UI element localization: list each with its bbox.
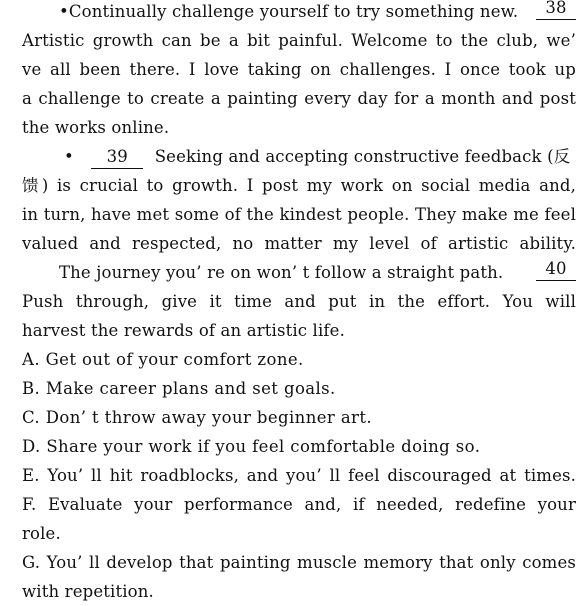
blank-40: 40: [536, 258, 576, 281]
p1-line-5: the works online.: [22, 118, 170, 137]
p2-line-4: valued and respected, no matter my level of artistic ability.: [22, 234, 576, 253]
p2-line-3: in turn, have met some of the kindest people. They make me feel: [22, 205, 576, 224]
p2-line-2: 馈) is crucial to growth. I post my work on social media and,: [22, 176, 576, 195]
option-c: C. Don’ t throw away your beginner art.: [22, 408, 373, 427]
p1-line-1-text: •Continually challenge yourself to try something new.: [59, 2, 519, 21]
option-b: B. Make career plans and set goals.: [22, 379, 336, 398]
blank-39: 39: [91, 146, 143, 169]
option-e: E. You’ ll hit roadblocks, and you’ ll feel discouraged at times.: [22, 466, 576, 485]
p3-line-3: harvest the rewards of an artistic life.: [22, 321, 345, 340]
bullet: •: [64, 147, 74, 166]
p3-line-1: [59, 258, 576, 287]
blank-38: 38: [536, 0, 576, 20]
p1-line-3: ve all been there. I love taking on challenges. I once took up: [22, 60, 576, 79]
p1-line-2: Artistic growth can be a bit painful. Welcome to the club, we’: [22, 31, 576, 50]
p3-line-2: Push through, give it time and put in the effort. You will: [22, 292, 576, 311]
option-d: D. Share your work if you feel comfortable doing so.: [22, 437, 481, 456]
p3-line-1-text: The journey you’ re on won’ t follow a straight path.: [59, 263, 504, 282]
option-a: A. Get out of your comfort zone.: [22, 350, 304, 369]
option-g-line-1: G. You’ ll develop that painting muscle memory that only comes: [22, 553, 576, 572]
p1-line-4: a challenge to create a painting every day for a month and post: [22, 89, 576, 108]
option-f-line-1: F. Evaluate your performance and, if needed, redefine your: [22, 495, 576, 514]
p2-line-1: [64, 142, 576, 171]
p2-line-1-text: Seeking and accepting constructive feedback (反: [154, 147, 571, 166]
p1-line-1: [59, 0, 576, 26]
option-g-line-2: with repetition.: [22, 582, 154, 601]
option-f-line-2: role.: [22, 524, 61, 543]
